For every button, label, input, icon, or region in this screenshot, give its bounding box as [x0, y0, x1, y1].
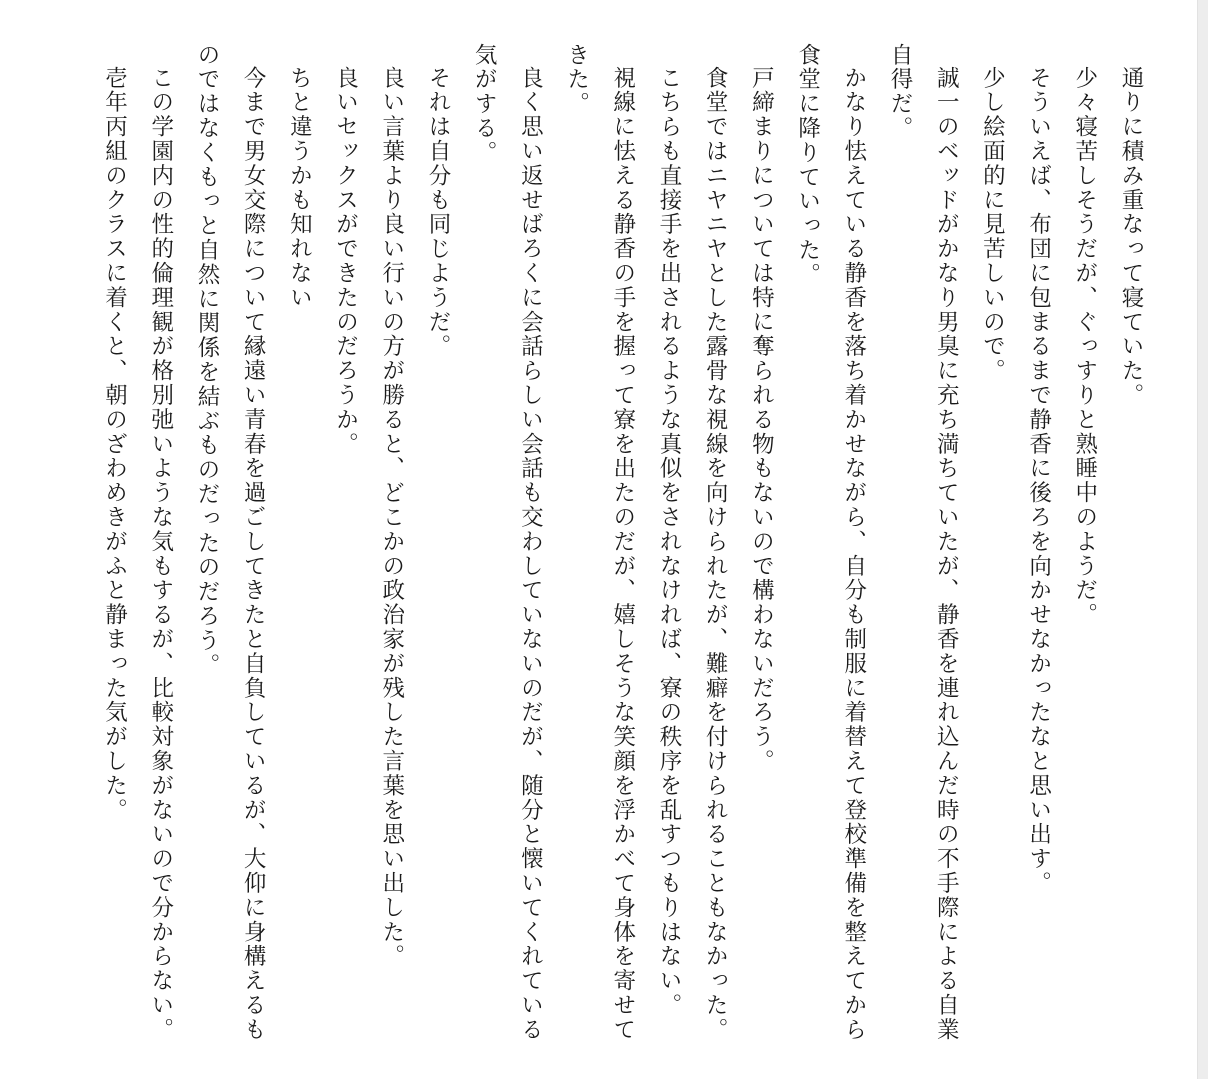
paragraph-10: 視線に怯える静香の手を握って寮を出たのだが、嬉しそうな笑顔を浮かべて身体を寄せてきた。: [563, 43, 636, 1042]
paragraph-14: 良いセックスができたのだろうか。: [332, 65, 359, 456]
vertical-text-body: [91, 43, 1154, 1053]
paragraph-11: 良く思い返せばろくに会話らしい会話も交わしていないのだが、随分と懐いてくれている気がする。: [471, 43, 544, 1042]
paragraph-2: 少々寝苦しそうだが、ぐっすりと熟睡中のようだ。: [1071, 65, 1098, 627]
paragraph-6: かなり怯えている静香を落ち着かせながら、自分も制服に着替えて登校準備を整えてから食堂に降りていった。: [794, 43, 867, 1042]
paragraph-12: それは自分も同じようだ。: [424, 65, 451, 359]
paragraph-7: 戸締まりについては特に奪られる物もないので構わないだろう。: [748, 65, 775, 774]
paragraph-5: 誠一のベッドがかなり男臭に充ち満ちていたが、静香を連れ込んだ時の不手際による自業自得だ。: [886, 43, 960, 1042]
paragraph-8: 食堂ではニヤニヤとした露骨な視線を向けられたが、難癖を付けられることもなかった。: [702, 65, 729, 1042]
paragraph-17: この学園内の性的倫理観が格別弛いような気もするが、比較対象がないので分からない。: [147, 65, 174, 1042]
paragraph-1: 通りに積み重なって寝ていた。: [1118, 65, 1144, 408]
paragraph-16: 今まで男女交際について縁遠い青春を過ごしてきたと自負しているが、大仰に身構えるものではなくもっと自然に関係を結ぶものだったのだろう。: [193, 43, 267, 1042]
paragraph-9: こちらも直接手を出されるような真似をされなければ、寮の秩序を乱すつもりはない。: [655, 65, 682, 1018]
page-edge-gutter: [1197, 0, 1208, 1079]
paragraph-13: 良い言葉より良い行いの方が勝ると、どこかの政治家が残した言葉を思い出した。: [378, 65, 405, 969]
paragraph-18: 壱年丙組のクラスに着くと、朝のざわめきがふと静まった気がした。: [101, 65, 128, 822]
paragraph-4: 少し絵面的に見苦しいので。: [979, 65, 1006, 383]
paragraph-15: ちと違うかも知れない: [286, 65, 313, 310]
paragraph-3: そういえば、布団に包まるまで静香に後ろを向かせなかったなと思い出す。: [1025, 65, 1052, 896]
